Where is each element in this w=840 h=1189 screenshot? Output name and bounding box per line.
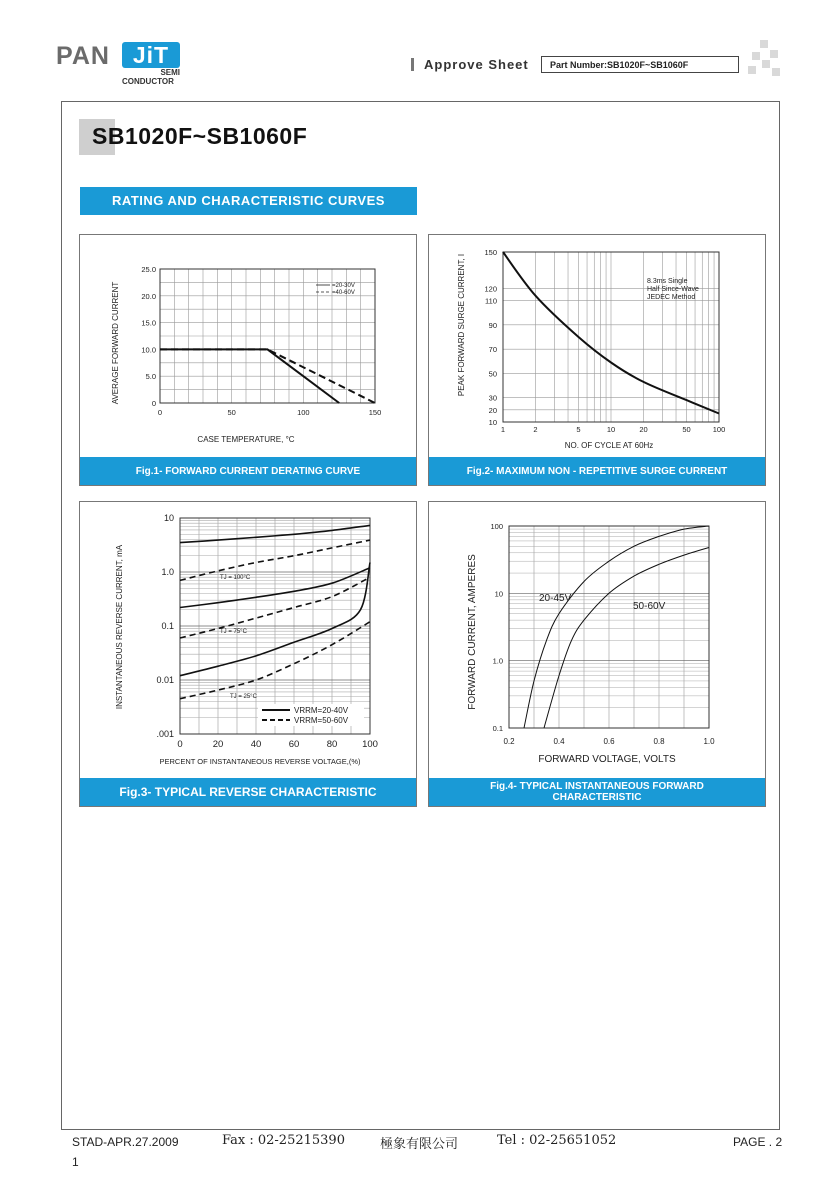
fig3-panel	[79, 501, 417, 807]
fig2-ytick: 50	[488, 369, 497, 379]
fig3-ytick: .001	[156, 729, 174, 739]
fig3-xtick: 0	[177, 739, 183, 750]
fig3-ylabel: INSTANTANEOUS REVERSE CURRENT, mA	[115, 544, 124, 710]
fig1-legend-2: =40-60V	[332, 290, 355, 296]
logo-jit-text: JiT	[122, 42, 180, 68]
fig3-ytick: 1.0	[161, 567, 174, 577]
fig3-temp-100: TJ = 100°C	[220, 575, 251, 581]
fig3-xtick: 100	[362, 739, 378, 750]
fig4-xlabel: FORWARD VOLTAGE, VOLTS	[538, 754, 676, 765]
fig4-xtick: 0.6	[603, 737, 615, 746]
fig1-ytick: 10.0	[141, 345, 156, 355]
fig3-temp-75: TJ = 75°C	[220, 629, 247, 635]
fig4-ytick: 100	[490, 522, 503, 531]
footer-bottom-number: 1	[72, 1155, 79, 1169]
fig4-label-50-60v: 50-60V	[633, 601, 666, 612]
fig2-ytick: 30	[488, 393, 497, 403]
fig2-caption: Fig.2- MAXIMUM NON - REPETITIVE SURGE CURRENT	[429, 457, 765, 485]
fig1-xtick: 100	[297, 408, 310, 417]
fig3-xtick: 40	[250, 739, 262, 750]
fig2-ytick: 70	[488, 345, 497, 355]
fig1-legend	[316, 283, 355, 296]
footer-doc-id: STAD-APR.27.2009	[72, 1135, 179, 1149]
fig2-ytick: 120	[484, 284, 497, 294]
footer-page: PAGE . 2	[733, 1135, 783, 1149]
fig4-xtick: 1.0	[703, 737, 715, 746]
fig3-ytick: 10	[163, 513, 174, 523]
fig2-xtick: 20	[639, 425, 648, 434]
fig4-panel	[428, 501, 766, 807]
fig2-xtick: 1	[500, 425, 506, 434]
panjit-logo	[56, 40, 196, 88]
fig3-xtick: 80	[326, 739, 338, 750]
fig4-xtick: 0.8	[653, 737, 665, 746]
approve-sheet-label: Approve Sheet	[424, 57, 529, 72]
fig2-note-2: Half Since-Wave	[647, 286, 699, 293]
fig1-ytick: 25.0	[141, 265, 156, 274]
fig2-chart	[429, 235, 765, 457]
fig2-xtick: 2	[533, 425, 538, 434]
fig4-ytick: 0.1	[492, 724, 503, 733]
fig2-xtick: 50	[682, 425, 691, 434]
fig3-legend-2: VRRM=50-60V	[294, 716, 349, 725]
fig3-legend	[258, 704, 364, 726]
fig3-xlabel: PERCENT OF INSTANTANEOUS REVERSE VOLTAGE,(%)	[159, 757, 361, 766]
fig4-ylabel: FORWARD CURRENT, AMPERES	[467, 554, 478, 710]
fig2-note	[647, 278, 699, 301]
fig2-xlabel: NO. OF CYCLE AT 60Hz	[564, 441, 654, 450]
fig1-xtick: 50	[227, 408, 236, 417]
fig4-ytick: 10	[494, 589, 503, 599]
fig3-xtick: 60	[288, 739, 300, 750]
fig1-panel	[79, 234, 417, 486]
fig3-chart	[80, 502, 416, 778]
fig3-temp-25: TJ = 25°C	[230, 694, 257, 700]
logo-conductor-text: CONDUCTOR	[122, 77, 174, 86]
fig1-xlabel: CASE TEMPERATURE, °C	[197, 435, 295, 444]
fig2-ytick: 10	[488, 418, 497, 427]
fig4-ytick: 1.0	[492, 656, 503, 666]
footer-company: 極象有限公司	[380, 1137, 459, 1152]
fig4-caption-line2: CHARACTERISTIC	[552, 792, 642, 803]
fig2-ylabel: PEAK FORWARD SURGE CURRENT, I	[457, 253, 466, 397]
fig2-ytick: 150	[484, 248, 497, 257]
page-title: SB1020F~SB1060F	[92, 123, 308, 149]
fig1-ytick: 15.0	[141, 318, 156, 328]
approve-marker	[411, 58, 414, 71]
fig2-xtick: 10	[606, 425, 616, 434]
fig1-ytick: 5.0	[145, 372, 156, 382]
fig2-note-3: JEDEC Method	[647, 294, 696, 301]
fig2-ytick: 90	[488, 320, 497, 330]
fig2-ytick: 110	[485, 296, 497, 306]
fig2-xtick: 5	[576, 425, 581, 434]
fig4-label-20-45v: 20-45V	[539, 593, 572, 604]
section-title: RATING AND CHARACTERISTIC CURVES	[80, 187, 417, 215]
fig1-chart	[80, 235, 416, 457]
fig1-ylabel: AVERAGE FORWARD CURRENT	[111, 281, 120, 405]
fig3-legend-1: VRRM=20-40V	[294, 706, 349, 715]
fig2-xtick: 100	[712, 425, 726, 434]
fig2-note-1: 8.3ms Single	[647, 278, 688, 285]
fig4-caption-line1: Fig.4- TYPICAL INSTANTANEOUS FORWARD	[490, 781, 704, 792]
fig4-chart	[429, 502, 765, 778]
fig4-xtick: 0.2	[503, 737, 515, 746]
fig1-caption: Fig.1- FORWARD CURRENT DERATING CURVE	[80, 457, 416, 485]
fig1-xtick: 150	[368, 408, 382, 417]
fig3-ytick: 0.1	[161, 621, 174, 631]
decorative-squares	[748, 40, 782, 80]
fig2-panel	[428, 234, 766, 486]
fig2-ytick: 20	[488, 405, 497, 415]
fig1-ytick: 0	[151, 399, 156, 408]
fig3-xtick: 20	[212, 739, 224, 750]
footer-tel: Tel : 02-25651052	[497, 1133, 617, 1148]
logo-semi-text: SEMI	[160, 68, 180, 77]
fig3-ytick: 0.01	[156, 675, 174, 685]
part-number-box: Part Number:SB1020F~SB1060F	[541, 56, 739, 73]
fig1-ytick: 20.0	[141, 291, 156, 301]
fig1-xtick: 0	[157, 408, 163, 417]
fig3-caption: Fig.3- TYPICAL REVERSE CHARACTERISTIC	[80, 778, 416, 806]
footer-fax: Fax : 02-25215390	[222, 1133, 345, 1148]
fig4-xtick: 0.4	[553, 737, 565, 746]
fig4-caption	[429, 778, 765, 806]
logo-pan-text: PAN	[56, 42, 110, 70]
fig1-legend-1: =20-30V	[332, 283, 355, 289]
